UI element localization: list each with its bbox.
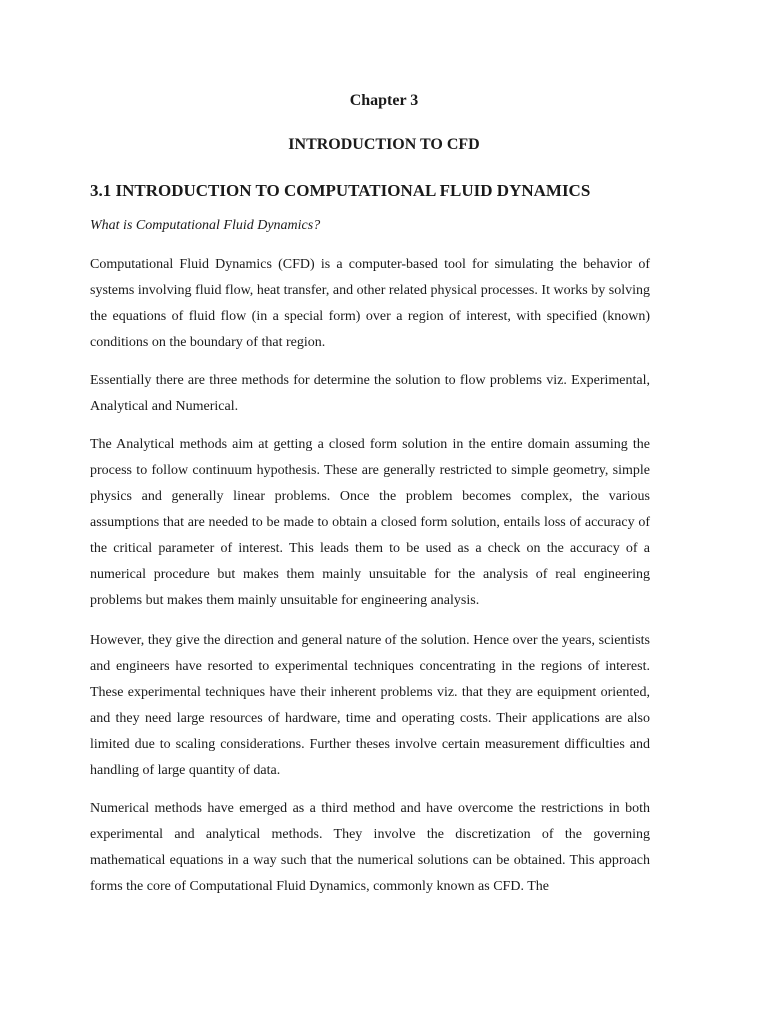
chapter-label: Chapter 3 bbox=[349, 92, 419, 109]
chapter-title: INTRODUCTION TO CFD bbox=[288, 136, 480, 153]
paragraph-cfd-definition: Computational Fluid Dynamics (CFD) is a computer-based tool for simulating the behavior of systems involving fluid flow, heat transfer, and other related physical processes. It works by solving the equations of fluid flow (in a special form) over a region of interest, with specified (known) conditions on the boundary of that region. bbox=[90, 257, 650, 350]
paragraph-numerical-methods: Numerical methods have emerged as a third method and have overcome the restrictions in both experimental and analytical methods. They involve the discretization of the governing mathematical equations in a way such that the numerical solutions can be obtained. This approach forms the core of Computational Fluid Dynamics, commonly known as CFD. The bbox=[90, 801, 650, 894]
paragraph-experimental-techniques: However, they give the direction and general nature of the solution. Hence over the years, scientists and engineers have resorted to experimental techniques concentrating in the regions of interest. These experimental techniques have their inherent problems viz. that they are equipment oriented, and they need large resources of hardware, time and operating costs. Their applications are also limited due to scaling considerations. Further theses involve certain measurement difficulties and handling of large quantity of data. bbox=[90, 633, 650, 778]
paragraph-analytical-methods: The Analytical methods aim at getting a closed form solution in the entire domain assuming the process to follow continuum hypothesis. These are generally restricted to simple geometry, simple physics and generally linear problems. Once the problem becomes complex, the various assumptions that are needed to be made to obtain a closed form solution, entails loss of accuracy of the critical parameter of interest. This leads them to be used as a check on the accuracy of a numerical procedure but makes them mainly unsuitable for the analysis of real engineering problems but makes them mainly unsuitable for engineering analysis. bbox=[90, 437, 650, 608]
section-heading: 3.1 INTRODUCTION TO COMPUTATIONAL FLUID DYNAMICS bbox=[90, 181, 591, 200]
paragraph-three-methods: Essentially there are three methods for determine the solution to flow problems viz. Experimental, Analytical and Numerical. bbox=[90, 373, 650, 414]
section-subheading: What is Computational Fluid Dynamics? bbox=[90, 218, 321, 233]
